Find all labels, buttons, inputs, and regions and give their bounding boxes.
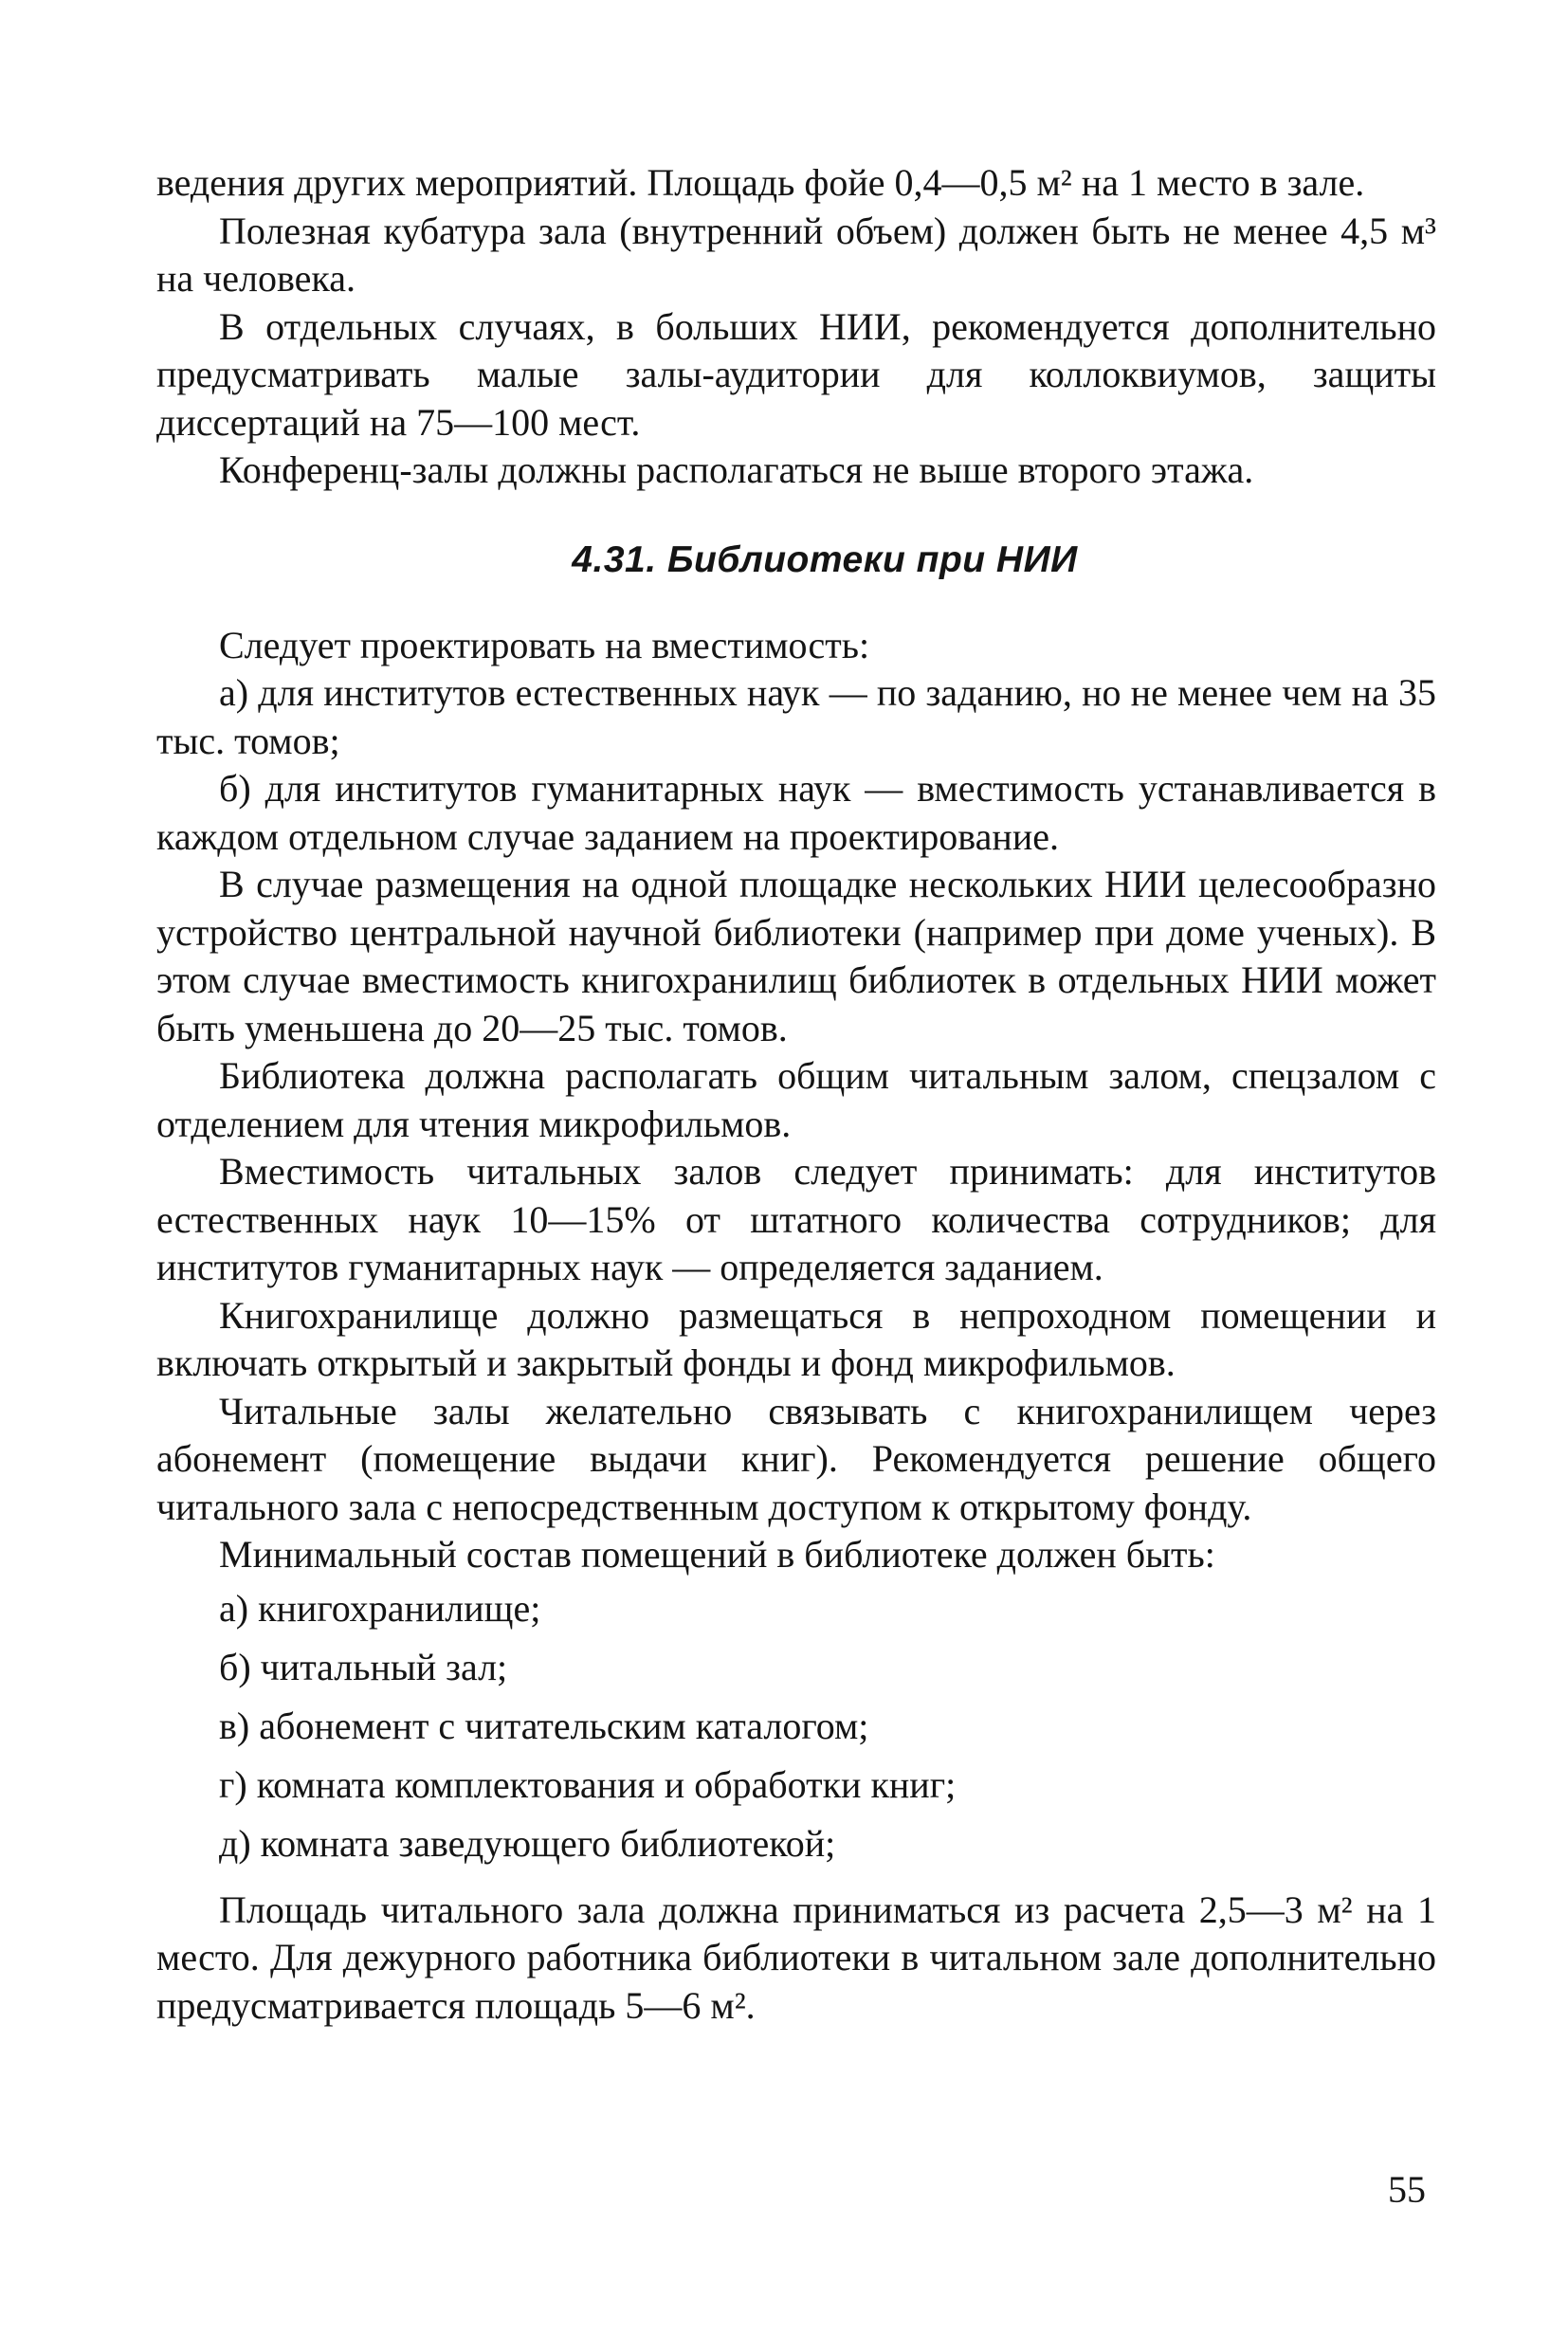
list-item: б) читальный зал; bbox=[219, 1645, 508, 1688]
paragraph-small-halls: В отдельных случаях, в больших НИИ, рекомендуется дополнительно предусматривать малые залы-аудитории для коллоквиумов, защиты диссертаций на 75—100 мест. bbox=[156, 304, 1436, 444]
paragraph-capacity-intro: Следует проектировать на вместимость: bbox=[219, 623, 870, 666]
paragraph-conference-floor: Конференц-залы должны располагаться не выше второго этажа. bbox=[219, 448, 1254, 491]
paragraph-reading-rooms: Библиотека должна располагать общим читальным залом, спецзалом с отделением для чтения микрофильмов. bbox=[156, 1054, 1436, 1145]
paragraph-capacity-natural: а) для институтов естественных наук — по заданию, но не менее чем на 35 тыс. томов; bbox=[156, 671, 1436, 762]
paragraph-central-library: В случае размещения на одной площадке нескольких НИИ целесообразно устройство центральной научной библиотеки (например при доме ученых). В этом случае вместимость книгохранилищ библиотек в отдельных НИИ может быть уменьшена до 20—25 тыс. томов. bbox=[156, 863, 1436, 1049]
list-item: а) книгохранилище; bbox=[219, 1586, 541, 1630]
list-item: д) комната заведующего библиотекой; bbox=[219, 1821, 836, 1865]
list-item: г) комната комплектования и обработки книг; bbox=[219, 1762, 957, 1806]
paragraph-reading-capacity: Вместимость читальных залов следует принимать: для институтов естественных наук 10—15% от штатного количества сотрудников; для институтов гуманитарных наук — определяется заданием. bbox=[156, 1150, 1436, 1288]
paragraph-minimum-rooms: Минимальный состав помещений в библиотеке должен быть: bbox=[219, 1533, 1215, 1576]
document-page bbox=[156, 159, 1436, 2030]
paragraph-foyer: ведения других мероприятий. Площадь фойе 0,4—0,5 м² на 1 место в зале. bbox=[156, 161, 1365, 204]
paragraph-reading-area: Площадь читального зала должна приниматься из расчета 2,5—3 м² на 1 место. Для дежурного работника библиотеки в читальном зале дополнительно предусматривается площадь 5—6 м². bbox=[156, 1887, 1436, 2027]
rooms-list bbox=[156, 1579, 1436, 1873]
paragraph-hall-volume: Полезная кубатура зала (внутренний объем) должен быть не менее 4,5 м³ на человека. bbox=[156, 209, 1436, 300]
paragraph-capacity-humanities: б) для институтов гуманитарных наук — вместимость устанавливается в каждом отдельном случае заданием на проектирование. bbox=[156, 767, 1436, 858]
section-heading: 4.31. Библиотеки при НИИ bbox=[572, 538, 1078, 580]
paragraph-lending: Читальные залы желательно связывать с книгохранилищем через абонемент (помещение выдачи книг). Рекомендуется решение общего читального зала с непосредственным доступом к открытому фонду. bbox=[156, 1389, 1436, 1528]
list-item: в) абонемент с читательским каталогом; bbox=[219, 1704, 869, 1747]
page-number: 55 bbox=[1388, 2168, 1426, 2211]
paragraph-book-depository: Книгохранилище должно размещаться в непроходном помещении и включать открытый и закрытый фонды и фонд микрофильмов. bbox=[156, 1293, 1436, 1384]
